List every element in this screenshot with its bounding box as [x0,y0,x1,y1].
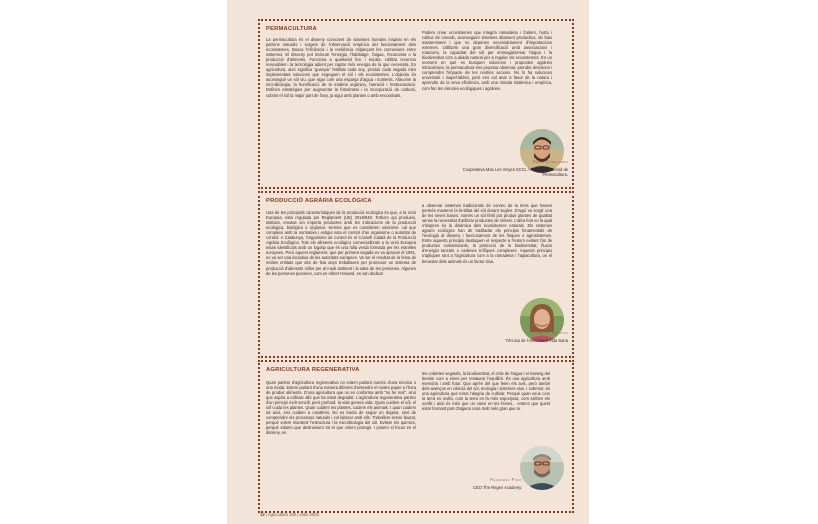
section-right-column: a observar sistemes tradicionals de conreu de la terra que havien permès mantenir la fertilitat del sòl durant segles. D'aquí va sorgir una de les seves bases: nomès un sòl fèrtil pot produir plantes de qualitat sense la necessitat d'utilitzar productes de síntesi. L'altra font en la qual s'inspiren és la dinàmica dels ecosistemes naturals. Els sistemes agraris ecològics han de traslladar els principis fonamentals de l'ecologia al disseny i funcionament de les finques o agrosistemes. Entre aquests principis destaquen el respecte a l'entorn evitant l'ús de productes contaminants, la protecció de la biodiversitat, fluxos d'energia tancats o cadenes tròfiques complexes. Aquests principis s'apliquen tant a l'agricultura com a la ramaderia i l'aqüicultura, on el benestar dels animals és un factor clau. [422,203,552,264]
author-name: Sergi Caballero [532,159,568,164]
footer-text: | Agricultura 150 | estiu 2025 [265,512,319,517]
section-left-column: Quan parlem d'agricultura regenerativa no estem parlant només d'una tècnica o una moda. Estem parlant d'una manera diferent d'entendre el nostre paper a l'hora de produir aliments. D'una agricultura que no es conforma amb "no fer mal", sinó que aspira a millorar allò que ha estat degradat. L'agricultura regenerativa parteix d'un principi molt senzill, però profund: la vida genera vida. Quan cuidem el sòl, el sòl cuida les plantes. Quan cuidem les plantes, cuidem els animals. I quan cuidem tot això, ens cuidem a nosaltres. No es tracta de seguir un dogma, sinó de comprendre els processos naturals i col·laborar amb ells. Treballem sense llaurar, perquè volem mantenir l'estructura i la microbiologia del sòl. Evitem els químics, perquè sabem que destrueixen tot el que volem protegir. I posem el focus en el disseny, en [266,380,416,436]
author-role: Cooperativa Mas Les Vinyes SCCL / Associació BioVid de Permacultura. [462,167,568,177]
section-title: AGRICULTURA REGENERATIVA [266,367,360,373]
author-role: Tècnica de l'Associació Vida Sana [505,338,568,343]
author-photo-montse [520,298,564,342]
section-title: PERMACULTURA [266,26,317,32]
section-agricultura-regenerativa [258,360,574,513]
section-permacultura [258,19,574,189]
author-role: CEO The Regen Academy. [473,485,522,490]
author-name: Francesc Font [490,477,522,482]
section-left-column: Una de les principals característiques de la producció ecològica és que, a la Unió Europea, està regulada pel Reglament (UE) 2018/848. Tothom qui produeix, elabora, envasa o/o importa productes amb les indicacions de la producció ecològica, biològica o orgànica -termes que es consideren sinònims- cal que compleixi amb la normativa i estigui sota el control d'un organisme o autoritat de control. A Catalunya, l'organisme de control és el Consell Català de la Producció Agrària Ecològica. Tots els aliments ecològics comercialitzats a la Unió Europea estan identificats amb un logotip que és una fulla verda formada per les estrelles europees. Però aquest reglament, que per primera vegada es va aprovar el 1991, no va ser una iniciativa de les autoritats europees. Va ser el resultat de la feina de moltes entitats que des de feia anys treballaven per promoure un sistema de producció d'aliments millor per al medi ambient i la salut de les persones. Algunes de les persones pioneres, com en Albert Howard, es van dedicar [266,210,416,276]
section-produccio-ecologica [258,191,574,358]
section-title: PRODUCCIÓ AGRÀRIA ECOLÒGICA [266,198,372,204]
section-right-column: Podem crear ecosistemes que integrin ramaderia i fruiters, horta i cultius de cereals, aconseguint sistemes altament productius, de baix manteniment i que no depenen necessàriament d'importacions externes. Utilitzem una gran diversificació amb associacions i rotacions, la capacitat del sòl per emmagatzemar l'aigua i la biodiversitat com a aliada natural per a regular els ecosistemes. En un moment en què es busquen solucions i propostes agràries miraculoses, la permacultura ens proposa observar, prendre decisions i comprendre l'impacte de les nostres accions. No hi ha solucions universals i inapel·lables, però ens cal anar a favor de la natura i aprendre de la seva eficiència, amb una mirada sistèmica i empírica, com fan les ciències ecològiques i agràries. [422,30,552,91]
magazine-page [227,0,589,524]
author-photo-francesc [520,446,564,490]
section-right-column: les cobertes vegetals, la biodiversitat, el cicle de l'aigua i el maneig del bestiar com a eines per restaurar l'equilibri. És una agricultura amb memòria i amb futur. Que aprèn del que feien els avis, però també dels avenços en ciència del sòl, ecologia i sistemes vius. I sobretot, és una agricultura que torna l'alegria de cultivar. Perquè quan veus com la terra es revifa, com la terra es fa més esponjosa, com arriben els ocells i això és més que un canvi en les feines... entens que quest estar formant part d'alguna cosa molt més gran que tu. [422,371,550,412]
author-name: Montse Escutia [534,330,568,335]
page-number: 12 [260,512,265,517]
page-footer [260,512,319,517]
section-left-column: La permacultura és el disseny conscient de sistemes humans inspirat en els patrons naturals i sorgeix de l'observació empírica del funcionament dels ecosistemes. Busca l'eficiència i la resiliència mitjançant les connexions entre sistemes. El disseny pot incloure l'energia, l'habitatge, l'aigua, l'economia o la producció d'aliments. Funciona a qualsevol lloc i escala. Utilitza recursos renovables i la tecnologia adient per captar més energia de la que necessita. En agricultura, això significa 'guanyar' fertilitat cada any, produir cada vegada més implementant solucions que engeguen el sòl i els ecosistemes. L'objectiu és aconseguir un sòl viu, que sigui com una esponja d'aigua i nutrients. Afavorim la microbiologia, la humificació de la matèria orgànica, l'aeració i l'estructuració. Definim estratègies per augmentar la fotosíntesi i la incorporació de carboni, cobrint el sòl la major part de l'any, ja sigui amb plantes o amb encoixinats. [266,37,416,98]
